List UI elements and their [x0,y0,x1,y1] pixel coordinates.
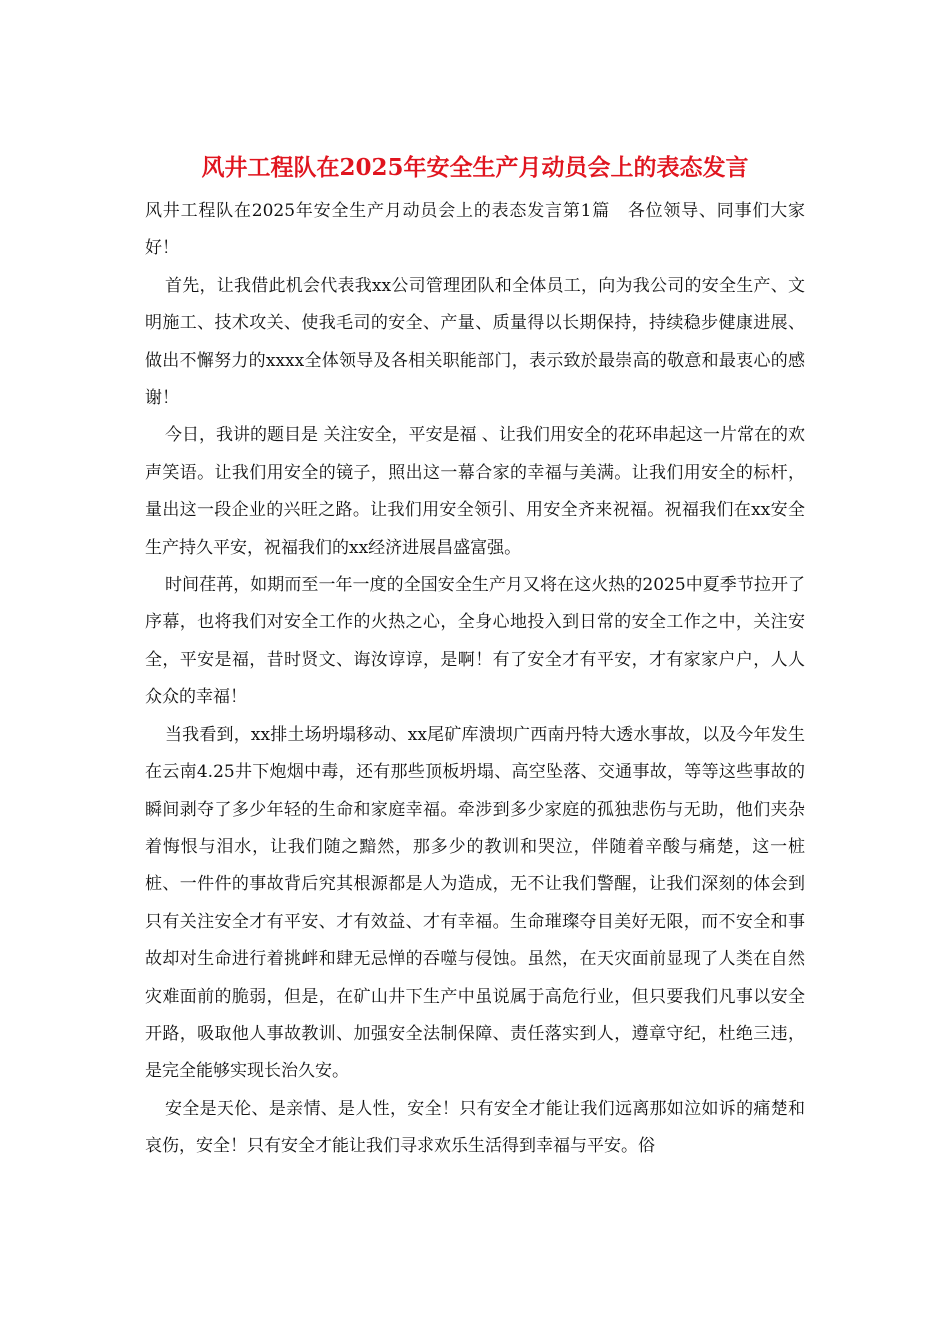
paragraph-safety-values: 安全是天伦、是亲情、是人性，安全！只有安全才能让我们远离那如泣如诉的痛楚和哀伤，安全！只有安全才能让我们寻求欢乐生活得到幸福与平安。俗 [145,1098,805,1157]
document-body [145,193,805,1166]
paragraph-safety-month: 时间荏苒，如期而至一年一度的全国安全生产月又将在这火热的2025中夏季节拉开了序幕，也将我们对安全工作的火热之心，全身心地投入到日常的安全工作之中，关注安全，平安是福，昔时贤文、诲汝谆谆，是啊！有了安全才有平安，才有家家户户，人人众众的幸福！ [145,575,805,708]
paragraph-accidents: 当我看到，xx排土场坍塌移动、xx尾矿库溃坝广西南丹特大透水事故，以及今年发生在云南4.25井下炮烟中毒，还有那些顶板坍塌、高空坠落、交通事故，等等这些事故的瞬间剥夺了多少年轻的生命和家庭幸福。牵涉到多少家庭的孤独悲伤与无助，他们夹杂着悔恨与泪水，让我们随之黯然，那多少的教训和哭泣，伴随着辛酸与痛楚，这一桩桩、一件件的事故背后究其根源都是人为造成，无不让我们警醒，让我们深刻的体会到只有关注安全才有平安、才有效益、才有幸福。生命璀璨夺目美好无限，而不安全和事故却对生命进行着挑衅和肆无忌惮的吞噬与侵蚀。虽然，在天灾面前显现了人类在自然灾难面前的脆弱，但是，在矿山井下生产中虽说属于高危行业，但只要我们凡事以安全开路，吸取他人事故教训、加强安全法制保障、责任落实到人，遵章守纪，杜绝三违，是完全能够实现长治久安。 [145,724,805,1082]
paragraph-topic: 今日，我讲的题目是 关注安全，平安是福 、让我们用安全的花环串起这一片常在的欢声笑语。让我们用安全的镜子，照出这一幕合家的幸福与美满。让我们用安全的标杆，量出这一段企业的兴旺之路。让我们用安全领引、用安全齐来祝福。祝福我们在xx安全生产持久平安，祝福我们的xx经济进展昌盛富强。 [145,425,805,558]
paragraph-thanks: 首先，让我借此机会代表我xx公司管理团队和全体员工，向为我公司的安全生产、文明施工、技术攻关、使我毛司的安全、产量、质量得以长期保持，持续稳步健康进展、做出不懈努力的xxxx全体领导及各相关职能部门，表示致於最崇高的敬意和最衷心的感谢！ [145,275,805,409]
document-title: 风井工程队在2025年安全生产月动员会上的表态发言 [201,154,749,181]
paragraph-intro: 风井工程队在2025年安全生产月动员会上的表态发言第1篇 各位领导、同事们大家好！ [145,201,805,259]
